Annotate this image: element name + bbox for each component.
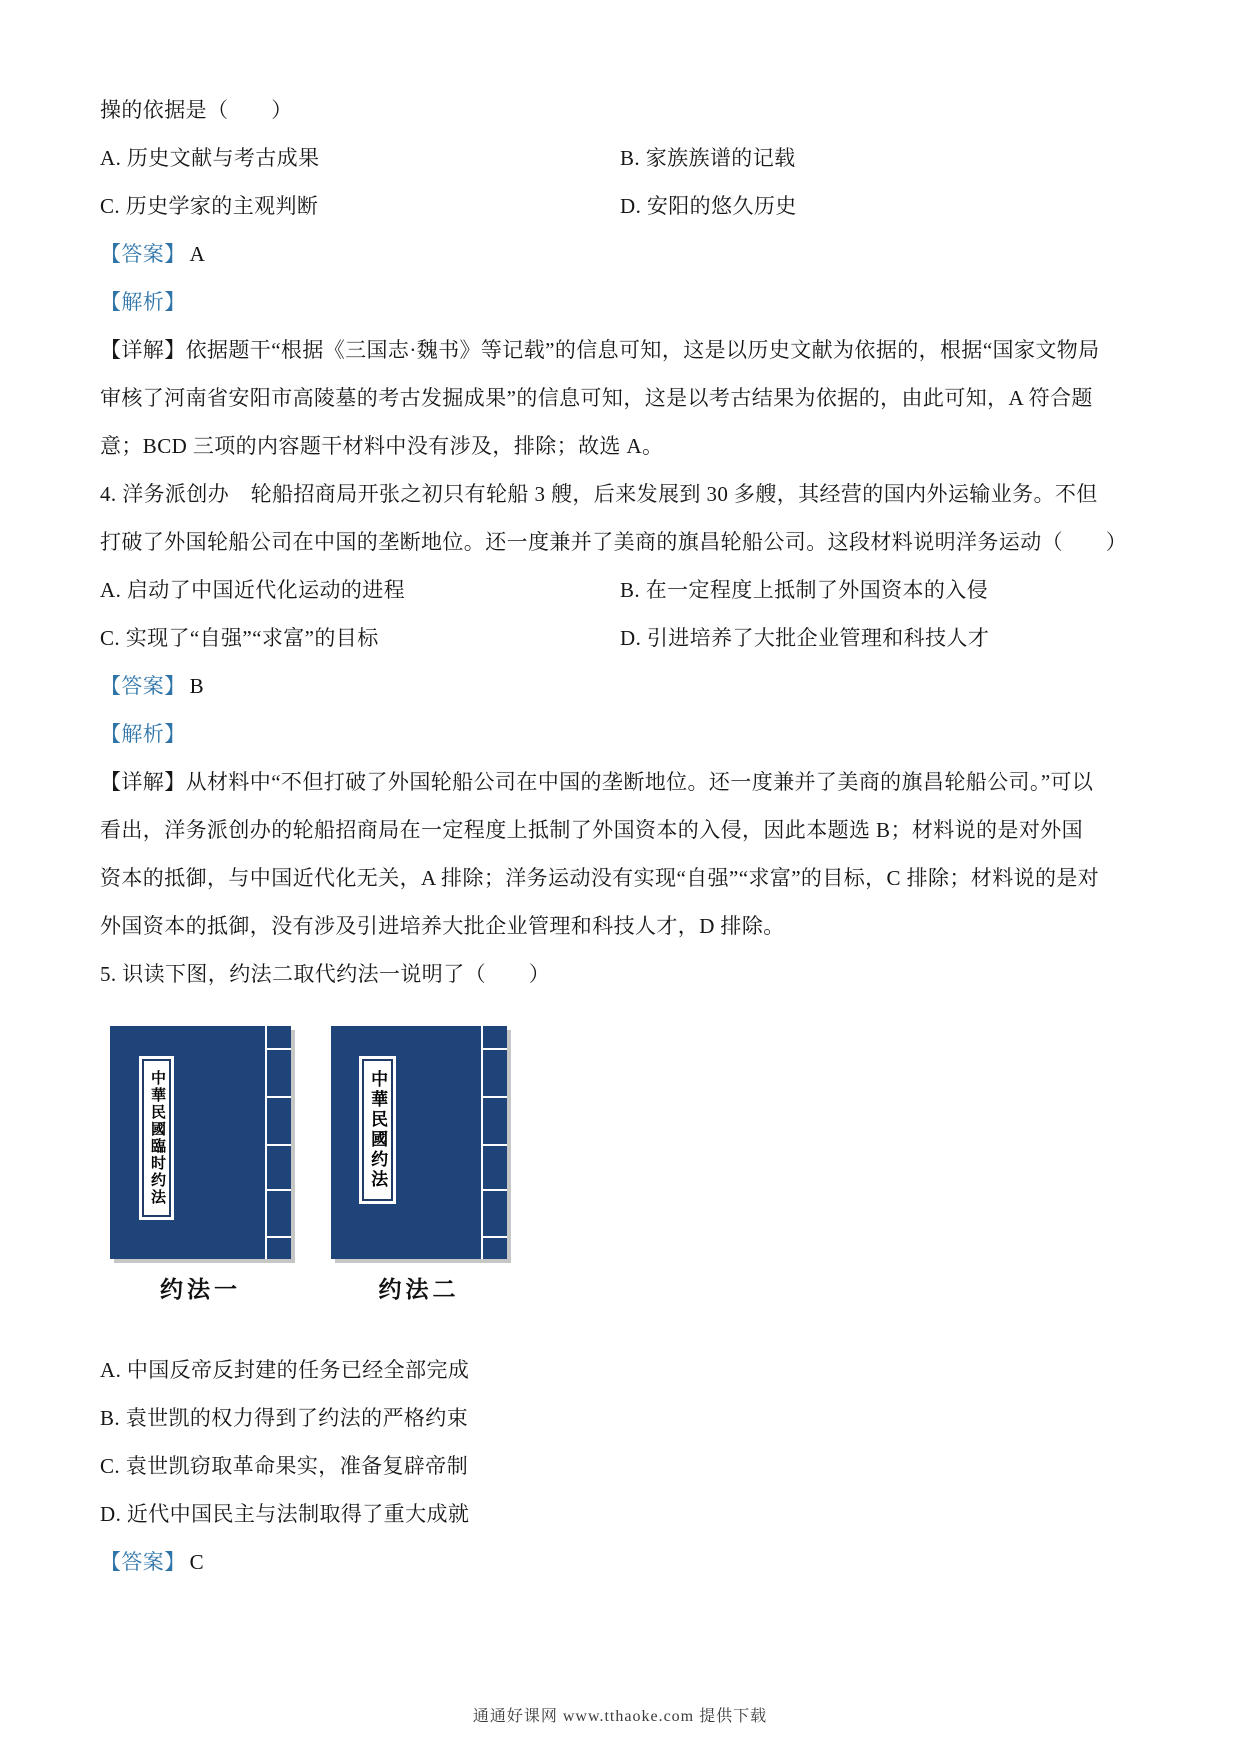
answer-marker: 【答案】	[100, 674, 186, 698]
question4-analysis-line	[100, 710, 1140, 758]
prev-question-analysis-line	[100, 278, 1140, 326]
book-cover-provisional-constitution	[110, 1026, 291, 1259]
caption-book1: 约法一	[160, 1277, 241, 1302]
prev-question-answer-line	[100, 230, 1140, 278]
answer-marker: 【答案】	[100, 242, 186, 266]
option-d: D. 近代中国民主与法制取得了重大成就	[100, 1502, 470, 1526]
option-a: A. 中国反帝反封建的任务已经全部完成	[100, 1358, 470, 1382]
prev-question-detail-line: 意；BCD 三项的内容题干材料中没有涉及，排除；故选 A。	[100, 434, 664, 458]
question5-stem: 5. 识读下图，约法二取代约法一说明了（ ）	[100, 962, 551, 986]
option-c: C. 袁世凯窃取革命果实，准备复辟帝制	[100, 1454, 469, 1478]
option-d: D. 引进培养了大批企业管理和科技人才	[620, 626, 990, 650]
book1-title: 中華民國臨时约法	[142, 1059, 171, 1217]
option-c: C. 历史学家的主观判断	[100, 194, 319, 218]
book-title-label	[139, 1056, 174, 1220]
caption-book2: 约法二	[378, 1277, 460, 1302]
book2-title: 中華民國约法	[362, 1059, 393, 1201]
question5-options	[100, 1346, 1140, 1586]
analysis-marker: 【解析】	[100, 290, 186, 314]
question4-options-row-2	[100, 614, 1140, 662]
books-illustration	[110, 1026, 1140, 1259]
prev-question-options-row-1	[100, 134, 1140, 182]
option-b: B. 在一定程度上抵制了外国资本的入侵	[620, 578, 989, 602]
question4-options-row-1	[100, 566, 1140, 614]
book-binding-line	[265, 1026, 267, 1259]
book-binding-line	[481, 1026, 483, 1259]
analysis-marker: 【解析】	[100, 722, 186, 746]
option-a: A. 启动了中国近代化运动的进程	[100, 578, 406, 602]
prev-question-stem: 操的依据是（ ）	[100, 98, 293, 122]
answer-value: C	[189, 1550, 205, 1574]
prev-question-options-row-2	[100, 182, 1140, 230]
question4-answer-line	[100, 662, 1140, 710]
answer-value: A	[189, 242, 206, 266]
question5-figure	[100, 1026, 1140, 1304]
option-d: D. 安阳的悠久历史	[620, 194, 797, 218]
book-cover-constitution	[331, 1026, 507, 1259]
question4-stem-line: 4. 洋务派创办 轮船招商局开张之初只有轮船 3 艘，后来发展到 30 多艘，其经营的国内外运输业务。不但	[100, 482, 1098, 506]
question5-answer-line	[100, 1538, 1140, 1586]
answer-value: B	[189, 674, 205, 698]
question4-detail-line: 看出，洋务派创办的轮船招商局在一定程度上抵制了外国资本的入侵，因此本题选 B；材料说的是对外国	[100, 818, 1084, 842]
option-a: A. 历史文献与考古成果	[100, 146, 320, 170]
prev-question-detail-line: 审核了河南省安阳市高陵墓的考古发掘成果”的信息可知，这是以考古结果为依据的，由此可知，A 符合题	[100, 386, 1093, 410]
question4-detail-line: 外国资本的抵御，没有涉及引进培养大批企业管理和科技人才，D 排除。	[100, 914, 785, 938]
question4-detail-line: 【详解】从材料中“不但打破了外国轮船公司在中国的垄断地位。还一度兼并了美商的旗昌轮船公司。”可以	[100, 770, 1094, 794]
book-title-label	[359, 1056, 396, 1204]
option-b: B. 家族族谱的记载	[620, 146, 796, 170]
option-c: C. 实现了“自强”“求富”的目标	[100, 626, 379, 650]
figure-captions	[100, 1271, 1140, 1304]
prev-question-detail-line: 【详解】依据题干“根据《三国志·魏书》等记载”的信息可知，这是以历史文献为依据的，根据“国家文物局	[100, 338, 1100, 362]
question4-detail-line: 资本的抵御，与中国近代化无关，A 排除；洋务运动没有实现“自强”“求富”的目标，C 排除；材料说的是对	[100, 866, 1100, 890]
question4-stem-line: 打破了外国轮船公司在中国的垄断地位。还一度兼并了美商的旗昌轮船公司。这段材料说明洋务运动（ ）	[100, 530, 1128, 554]
document-content	[100, 86, 1140, 1586]
site-footer: 通通好课网 www.tthaoke.com 提供下载	[472, 1708, 768, 1725]
answer-marker: 【答案】	[100, 1550, 186, 1574]
option-b: B. 袁世凯的权力得到了约法的严格约束	[100, 1406, 469, 1430]
